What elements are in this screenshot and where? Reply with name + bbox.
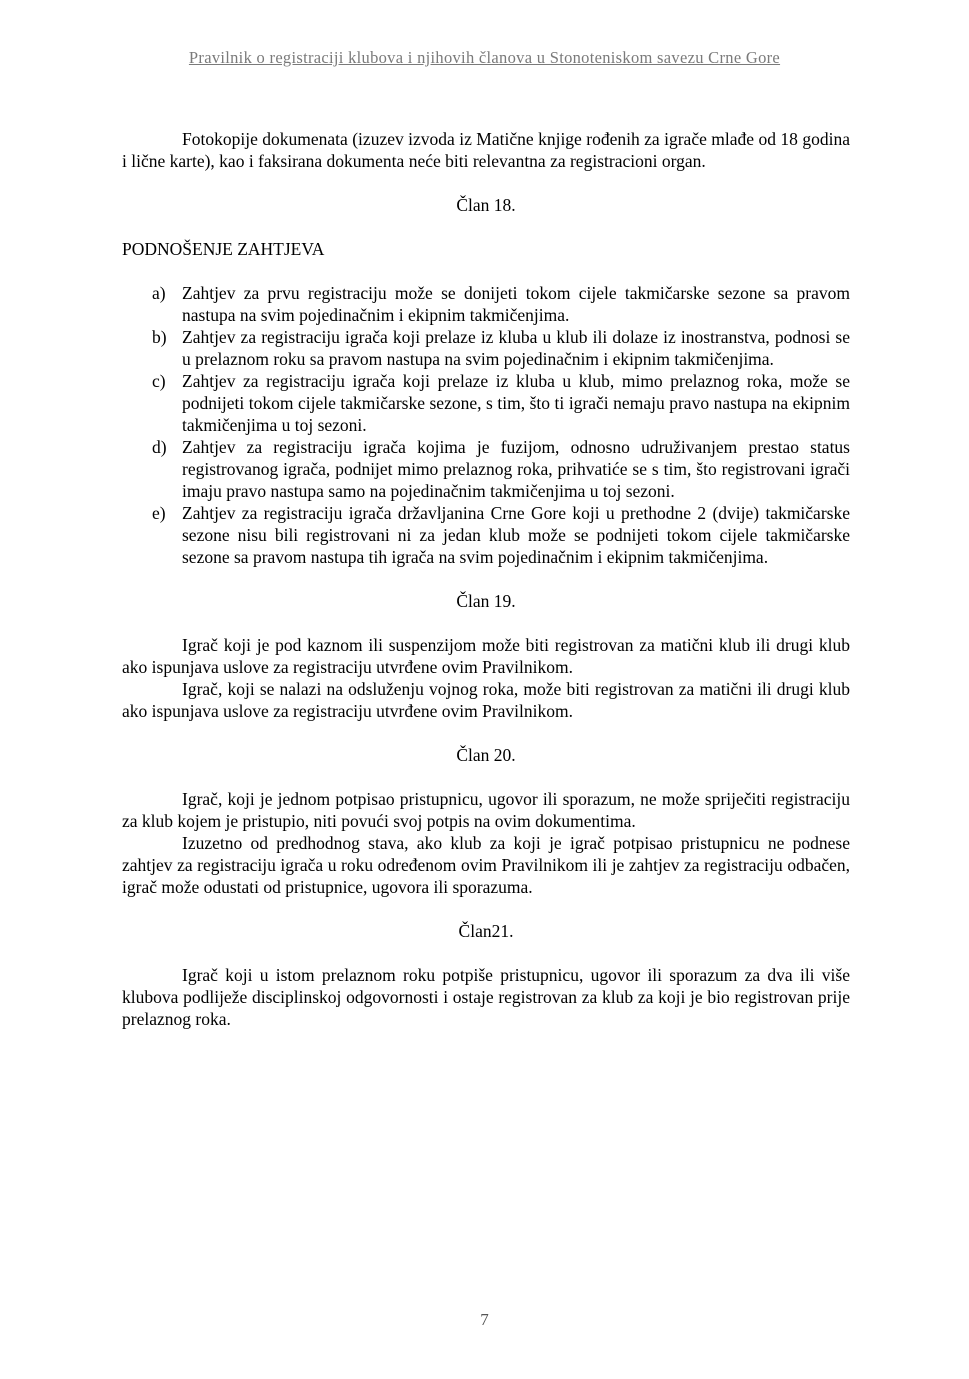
intro-paragraph: Fotokopije dokumenata (izuzev izvoda iz Matične knjige rođenih za igrače mlađe od 18 godina i lične karte), kao i faksirana dokumenta neće biti relevantna za registracioni organ. — [122, 129, 850, 171]
list-marker: c) — [152, 371, 166, 391]
list-item — [122, 326, 850, 370]
article-19-paragraph-2: Igrač, koji se nalazi na odsluženju vojnog roka, može biti registrovan za matični ili drugi klub ako ispunjava uslove za registraciju utvrđene ovim Pravilnikom. — [122, 679, 850, 721]
article-18-heading: PODNOŠENJE ZAHTJEVA — [122, 239, 325, 259]
article-18-title: Član 18. — [456, 195, 516, 215]
article-18-list — [122, 282, 850, 568]
running-header: Pravilnik o registraciji klubova i njihovih članova u Stonoteniskom savezu Crne Gore — [188, 48, 781, 67]
article-20-paragraph-1: Igrač, koji je jednom potpisao pristupnicu, ugovor ili sporazum, ne može spriječiti registraciju za klub kojem je pristupio, niti povući svoj potpis na ovim dokumentima. — [122, 789, 850, 831]
article-20-paragraph-2: Izuzetno od predhodnog stava, ako klub za koji je igrač potpisao pristupnicu ne podnese zahtjev za registraciju igrača u roku određenom ovim Pravilnikom ili je zahtjev za registraciju odbačen, igrač može odustati od pristupnice, ugovora ili sporazuma. — [122, 833, 850, 897]
article-19-paragraph-1: Igrač koji je pod kaznom ili suspenzijom može biti registrovan za matični klub ili drugi klub ako ispunjava uslove za registraciju utvrđene ovim Pravilnikom. — [122, 635, 850, 677]
list-marker: a) — [152, 283, 166, 303]
list-item — [122, 502, 850, 568]
list-marker: d) — [152, 437, 167, 457]
article-19-title: Član 19. — [456, 591, 516, 611]
list-item — [122, 282, 850, 326]
article-21-title: Član21. — [458, 921, 514, 941]
document-body — [122, 128, 850, 1030]
list-marker: b) — [152, 327, 167, 347]
article-21-paragraph-1: Igrač koji u istom prelaznom roku potpiše pristupnicu, ugovor ili sporazum za dva ili više klubova podliježe disciplinskoj odgovornosti i ostaje registrovan za klub za koji je bio registrovan prije prelaznog roka. — [122, 965, 850, 1029]
page-number: 7 — [480, 1310, 489, 1329]
list-item — [122, 436, 850, 502]
list-item-text: Zahtjev za prvu registraciju može se donijeti tokom cijele takmičarske sezone sa pravom nastupa na svim pojedinačnim i ekipnim takmičenjima. — [182, 283, 850, 325]
list-item — [122, 370, 850, 436]
list-item-text: Zahtjev za registraciju igrača državljanina Crne Gore koji u prethodne 2 (dvije) takmičarske sezone nisu bili registrovani ni za jedan klub može se podnijeti tokom cijele takmičarske sezone sa pravom nastupa tih igrača na svim pojedinačnim i ekipnim takmičenjima. — [182, 503, 850, 567]
list-item-text: Zahtjev za registraciju igrača kojima je fuzijom, odnosno udruživanjem prestao status registrovanog igrača, podnijet mimo prelaznog roka, prihvatiće se s tim, što registrovani igrači imaju pravo nastupa samo na pojedinačnim takmičenjima u toj sezoni. — [182, 437, 850, 501]
list-item-text: Zahtjev za registraciju igrača koji prelaze iz kluba u klub, mimo prelaznog roka, može se podnijeti tokom cijele takmičarske sezone, s tim, što ti igrači nemaju pravo nastupa na ekipnim takmičenjima u toj sezoni. — [182, 371, 850, 435]
list-item-text: Zahtjev za registraciju igrača koji prelaze iz kluba u klub ili dolaze iz inostranstva, podnosi se u prelaznom roku sa pravom nastupa na svim pojedinačnim i ekipnim takmičenjima. — [182, 327, 850, 369]
list-marker: e) — [152, 503, 166, 523]
article-20-title: Član 20. — [456, 745, 516, 765]
